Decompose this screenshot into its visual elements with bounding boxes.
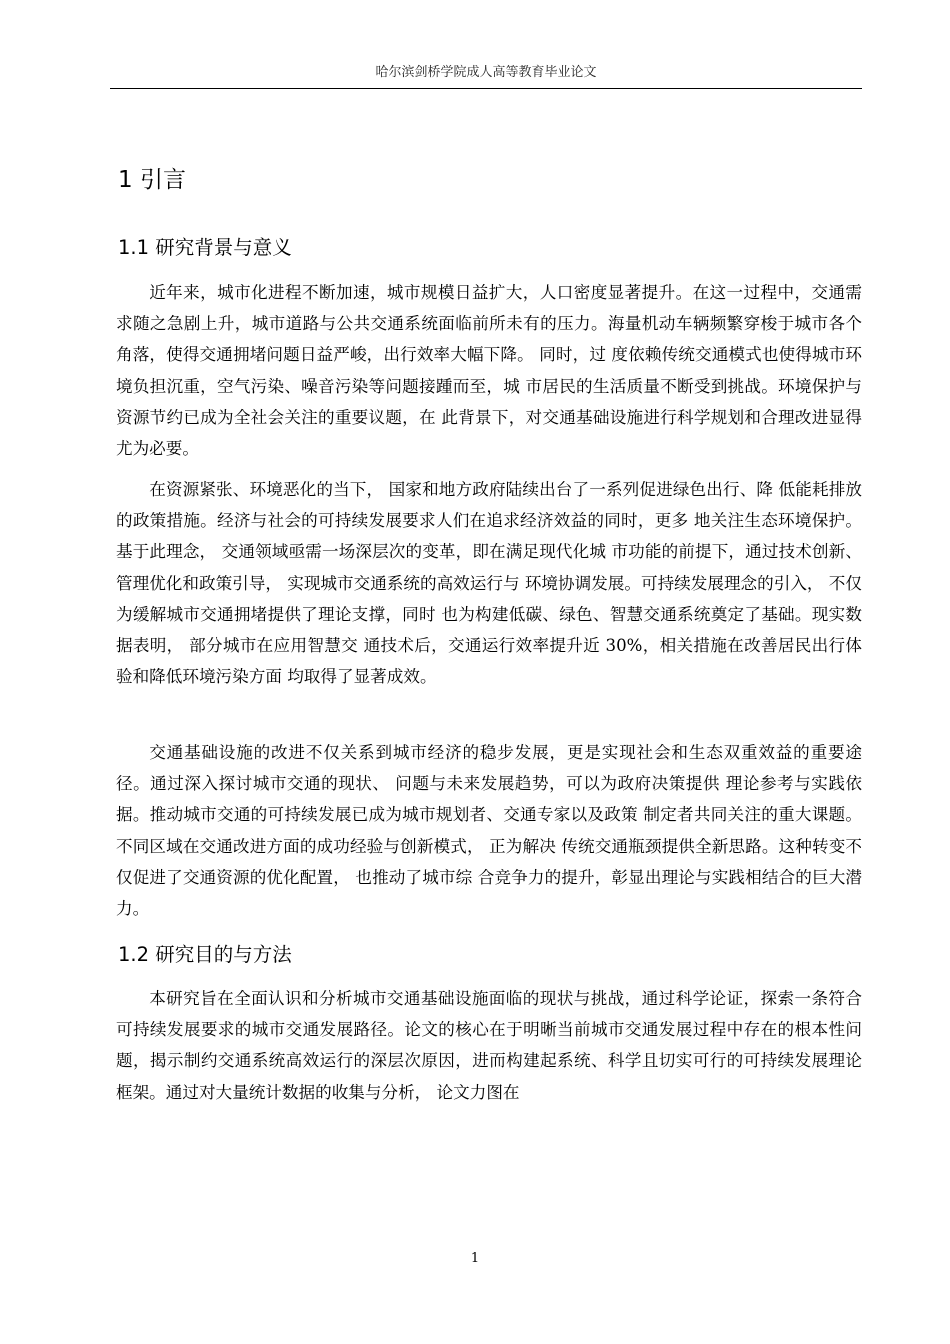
page-header: 哈尔滨剑桥学院成人高等教育毕业论文 [375,65,597,80]
paragraph-background-2: 在资源紧张、环境恶化的当下， 国家和地方政府陆续出台了一系列促进绿色出行、降 低能耗排放的政策措施。经济与社会的可持续发展要求人们在追求经济效益的同时，更多 地关注生态环境保护。基于此理念， 交通领域亟需一场深层次的变革，即在满足现代化城 市功能的前提下，通过技术创新、管理优化和政策引导， 实现城市交通系统的高效运行与 环境协调发展。可持续发展理念的引入， 不仅为缓解城市交通拥堵提供了理论支撑，同时 也为构建低碳、绿色、智慧交通系统奠定了基础。现实数据表明， 部分城市在应用智慧交 通技术后，交通运行效率提升近 30%，相关措施在改善居民出行体验和降低环境污染方面 均取得了显著成效。 [116,480,862,687]
chapter-title: 1 引言 [118,167,186,193]
paragraph-background-3: 交通基础设施的改进不仅关系到城市经济的稳步发展，更是实现社会和生态双重效益的重要途径。通过深入探讨城市交通的现状、 问题与未来发展趋势，可以为政府决策提供 理论参考与实践依据。推动城市交通的可持续发展已成为城市规划者、交通专家以及政策 制定者共同关注的重大课题。不同区域在交通改进方面的成功经验与创新模式， 正为解决 传统交通瓶颈提供全新思路。这种转变不仅促进了交通资源的优化配置， 也推动了城市综 合竞争力的提升，彰显出理论与实践相结合的巨大潜力。 [116,743,862,919]
paragraph-background-1: 近年来，城市化进程不断加速，城市规模日益扩大，人口密度显著提升。在这一过程中，交通需求随之急剧上升，城市道路与公共交通系统面临前所未有的压力。海量机动车辆频繁穿梭于城市各个角落，使得交通拥堵问题日益严峻，出行效率大幅下降。 同时，过 度依赖传统交通模式也使得城市环境负担沉重，空气污染、噪音污染等问题接踵而至，城 市居民的生活质量不断受到挑战。环境保护与资源节约已成为全社会关注的重要议题，在 此背景下，对交通基础设施进行科学规划和合理改进显得尤为必要。 [116,283,862,459]
header-divider [110,88,862,89]
section-title-1-2: 1.2 研究目的与方法 [118,943,292,966]
section-title-1-1: 1.1 研究背景与意义 [118,236,292,259]
page-number: 1 [470,1251,480,1266]
paragraph-purpose-1: 本研究旨在全面认识和分析城市交通基础设施面临的现状与挑战，通过科学论证，探索一条符合可持续发展要求的城市交通发展路径。论文的核心在于明晰当前城市交通发展过程中存在的根本性问题，揭示制约交通系统高效运行的深层次原因，进而构建起系统、科学且切实可行的可持续发展理论框架。通过对大量统计数据的收集与分析， 论文力图在 [116,989,862,1102]
